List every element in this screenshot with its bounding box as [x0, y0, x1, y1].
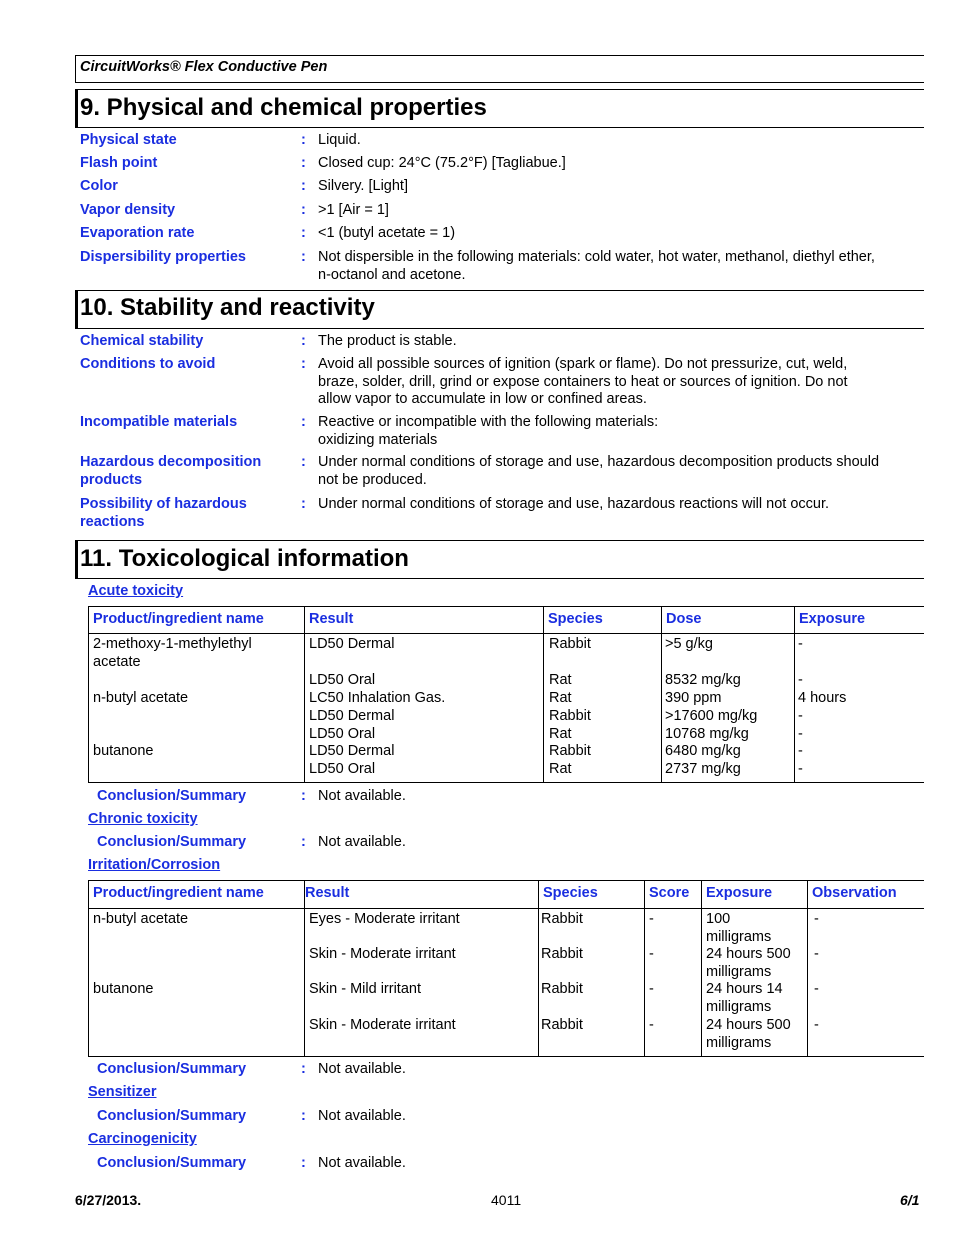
colon: : [301, 1155, 306, 1171]
cell-line: 24 hours 500 [706, 946, 791, 962]
footer-date: 6/27/2013. [75, 1192, 142, 1208]
sensitizer-conclusion-label: Conclusion/Summary [97, 1108, 247, 1124]
cell-exposure: - [798, 726, 803, 742]
cell-line: acetate [93, 653, 141, 670]
colon: : [301, 225, 306, 241]
cell-result: LD50 Oral [309, 672, 376, 688]
value-color: Silvery. [Light] [318, 178, 408, 194]
col-header-exposure: Exposure [799, 611, 866, 627]
label-physical-state: Physical state [80, 132, 177, 148]
table-rule [304, 606, 305, 783]
label-evaporation-rate: Evaporation rate [80, 225, 195, 241]
table-rule [661, 606, 662, 783]
irritation-heading: Irritation/Corrosion [88, 857, 221, 873]
footer-page: 6/1 [900, 1192, 920, 1208]
cell-result: LD50 Oral [309, 726, 376, 742]
cell-result: LC50 Inhalation Gas. [309, 690, 446, 706]
section-9-title: 9. Physical and chemical properties [80, 94, 487, 121]
col-header-name: Product/ingredient name [93, 611, 264, 627]
cell-line: milligrams [706, 1034, 772, 1051]
colon: : [301, 132, 306, 148]
colon: : [301, 1061, 306, 1077]
table-rule [538, 880, 539, 1057]
acute-conclusion-value: Not available. [318, 788, 406, 804]
label-incompatible-materials: Incompatible materials [80, 414, 238, 430]
col-header-score: Score [649, 885, 690, 901]
colon: : [301, 1108, 306, 1124]
cell-dose: 6480 mg/kg [665, 743, 741, 759]
cell-dose: >5 g/kg [665, 636, 713, 652]
cell-result: LD50 Oral [309, 761, 376, 777]
cell-species: Rabbit [541, 911, 583, 927]
value-conditions-to-avoid [318, 356, 848, 409]
cell-species: Rat [549, 726, 572, 742]
table-rule [88, 1056, 924, 1057]
label-chemical-stability: Chemical stability [80, 333, 204, 349]
label-hazardous-decomposition [80, 454, 261, 489]
value-line: braze, solder, drill, grind or expose containers to heat or sources of ignition. Do not [318, 373, 848, 390]
carcinogenicity-heading: Carcinogenicity [88, 1131, 197, 1147]
cell-name: n-butyl acetate [93, 911, 189, 927]
label-dispersibility: Dispersibility properties [80, 249, 246, 265]
colon: : [301, 202, 306, 218]
colon: : [301, 249, 306, 265]
product-title: CircuitWorks® Flex Conductive Pen [80, 59, 328, 75]
cell-observation: - [814, 946, 819, 962]
table-rule [794, 606, 795, 783]
cell-dose: >17600 mg/kg [665, 708, 758, 724]
value-incompatible-materials [318, 414, 658, 449]
cell-exposure: - [798, 636, 803, 652]
cell-species: Rabbit [549, 743, 591, 759]
value-evaporation-rate: <1 (butyl acetate = 1) [318, 225, 456, 241]
cell-result: LD50 Dermal [309, 708, 395, 724]
table-rule [88, 880, 89, 1057]
value-line: not be produced. [318, 471, 427, 488]
cell-exposure: - [798, 761, 803, 777]
label-line: reactions [80, 513, 145, 530]
table-rule [88, 633, 924, 634]
table-rule [88, 606, 89, 783]
value-vapor-density: >1 [Air = 1] [318, 202, 389, 218]
section-11-title: 11. Toxicological information [80, 545, 409, 572]
cell-result: LD50 Dermal [309, 636, 395, 652]
label-conditions-to-avoid: Conditions to avoid [80, 356, 216, 372]
cell-observation: - [814, 911, 819, 927]
cell-line: 2-methoxy-1-methylethyl [93, 636, 252, 652]
table-rule [543, 606, 544, 783]
table-rule [701, 880, 702, 1057]
cell-line: milligrams [706, 928, 772, 945]
cell-name [93, 636, 252, 672]
cell-score: - [649, 981, 654, 997]
cell-species: Rabbit [541, 1017, 583, 1033]
label-hazardous-reactions [80, 496, 247, 531]
colon: : [301, 788, 306, 804]
footer-code: 4011 [491, 1192, 522, 1208]
cell-species: Rabbit [541, 981, 583, 997]
chronic-conclusion-label: Conclusion/Summary [97, 834, 247, 850]
label-color: Color [80, 178, 118, 194]
cell-exposure: 4 hours [798, 690, 847, 706]
cell-name: butanone [93, 743, 154, 759]
label-line: Possibility of hazardous [80, 496, 247, 512]
chronic-conclusion-value: Not available. [318, 834, 406, 850]
cell-line: milligrams [706, 998, 772, 1015]
col-header-exposure: Exposure [706, 885, 773, 901]
cell-dose: 8532 mg/kg [665, 672, 741, 688]
value-line: Avoid all possible sources of ignition (spark or flame). Do not pressurize, cut, weld, [318, 356, 848, 372]
value-line: Under normal conditions of storage and use, hazardous decomposition products should [318, 454, 880, 470]
label-vapor-density: Vapor density [80, 202, 176, 218]
cell-result: Skin - Mild irritant [309, 981, 421, 997]
cell-exposure [706, 946, 791, 982]
value-physical-state: Liquid. [318, 132, 361, 148]
cell-dose: 2737 mg/kg [665, 761, 741, 777]
value-line: n-octanol and acetone. [318, 266, 466, 283]
cell-dose: 390 ppm [665, 690, 722, 706]
colon: : [301, 356, 306, 372]
cell-dose: 10768 mg/kg [665, 726, 749, 742]
value-line: Not dispersible in the following materials: cold water, hot water, methanol, diethyl ether, [318, 249, 875, 265]
cell-line: 100 [706, 911, 731, 927]
col-header-result: Result [305, 885, 350, 901]
col-header-species: Species [543, 885, 598, 901]
cell-species: Rabbit [549, 636, 591, 652]
table-rule [88, 880, 924, 881]
col-header-species: Species [548, 611, 603, 627]
colon: : [301, 178, 306, 194]
cell-result: LD50 Dermal [309, 743, 395, 759]
colon: : [301, 834, 306, 850]
label-line: products [80, 471, 143, 488]
col-header-dose: Dose [666, 611, 702, 627]
cell-result: Skin - Moderate irritant [309, 946, 456, 962]
colon: : [301, 496, 306, 512]
cell-exposure [706, 911, 771, 947]
cell-exposure: - [798, 743, 803, 759]
irritation-conclusion-label: Conclusion/Summary [97, 1061, 247, 1077]
cell-species: Rabbit [549, 708, 591, 724]
acute-conclusion-label: Conclusion/Summary [97, 788, 247, 804]
value-hazardous-reactions: Under normal conditions of storage and use, hazardous reactions will not occur. [318, 496, 830, 512]
colon: : [301, 414, 306, 430]
cell-result: Eyes - Moderate irritant [309, 911, 460, 927]
sensitizer-conclusion-value: Not available. [318, 1108, 406, 1124]
cell-score: - [649, 911, 654, 927]
label-line: Hazardous decomposition [80, 454, 262, 470]
cell-line: milligrams [706, 963, 772, 980]
table-rule [88, 782, 924, 783]
col-header-result: Result [309, 611, 354, 627]
value-chemical-stability: The product is stable. [318, 333, 457, 349]
cell-observation: - [814, 981, 819, 997]
carcinogenicity-conclusion-label: Conclusion/Summary [97, 1155, 247, 1171]
sensitizer-heading: Sensitizer [88, 1084, 157, 1100]
cell-exposure [706, 981, 783, 1017]
colon: : [301, 454, 306, 470]
cell-species: Rat [549, 761, 572, 777]
cell-species: Rat [549, 690, 572, 706]
table-rule [88, 908, 924, 909]
value-dispersibility [318, 249, 875, 284]
cell-species: Rabbit [541, 946, 583, 962]
cell-observation: - [814, 1017, 819, 1033]
table-rule [304, 880, 305, 1057]
cell-name: butanone [93, 981, 154, 997]
table-rule [644, 880, 645, 1057]
table-rule [807, 880, 808, 1057]
chronic-toxicity-heading: Chronic toxicity [88, 811, 198, 827]
value-line: Reactive or incompatible with the following materials: [318, 414, 659, 430]
section-10-title: 10. Stability and reactivity [80, 294, 375, 321]
col-header-observation: Observation [812, 885, 897, 901]
col-header-name: Product/ingredient name [93, 885, 264, 901]
cell-exposure: - [798, 672, 803, 688]
value-line: oxidizing materials [318, 431, 438, 448]
value-flash-point: Closed cup: 24°C (75.2°F) [Tagliabue.] [318, 155, 566, 171]
cell-score: - [649, 946, 654, 962]
cell-exposure: - [798, 708, 803, 724]
acute-toxicity-heading: Acute toxicity [88, 583, 184, 599]
label-flash-point: Flash point [80, 155, 158, 171]
irritation-conclusion-value: Not available. [318, 1061, 406, 1077]
value-line: allow vapor to accumulate in low or confined areas. [318, 391, 647, 407]
table-rule [88, 606, 924, 607]
cell-line: 24 hours 500 [706, 1017, 791, 1033]
cell-name: n-butyl acetate [93, 690, 189, 706]
cell-line: 24 hours 14 [706, 981, 783, 997]
carcinogenicity-conclusion-value: Not available. [318, 1155, 406, 1171]
cell-species: Rat [549, 672, 572, 688]
colon: : [301, 333, 306, 349]
colon: : [301, 155, 306, 171]
cell-result: Skin - Moderate irritant [309, 1017, 456, 1033]
value-hazardous-decomposition [318, 454, 879, 489]
cell-score: - [649, 1017, 654, 1033]
cell-exposure [706, 1017, 791, 1053]
